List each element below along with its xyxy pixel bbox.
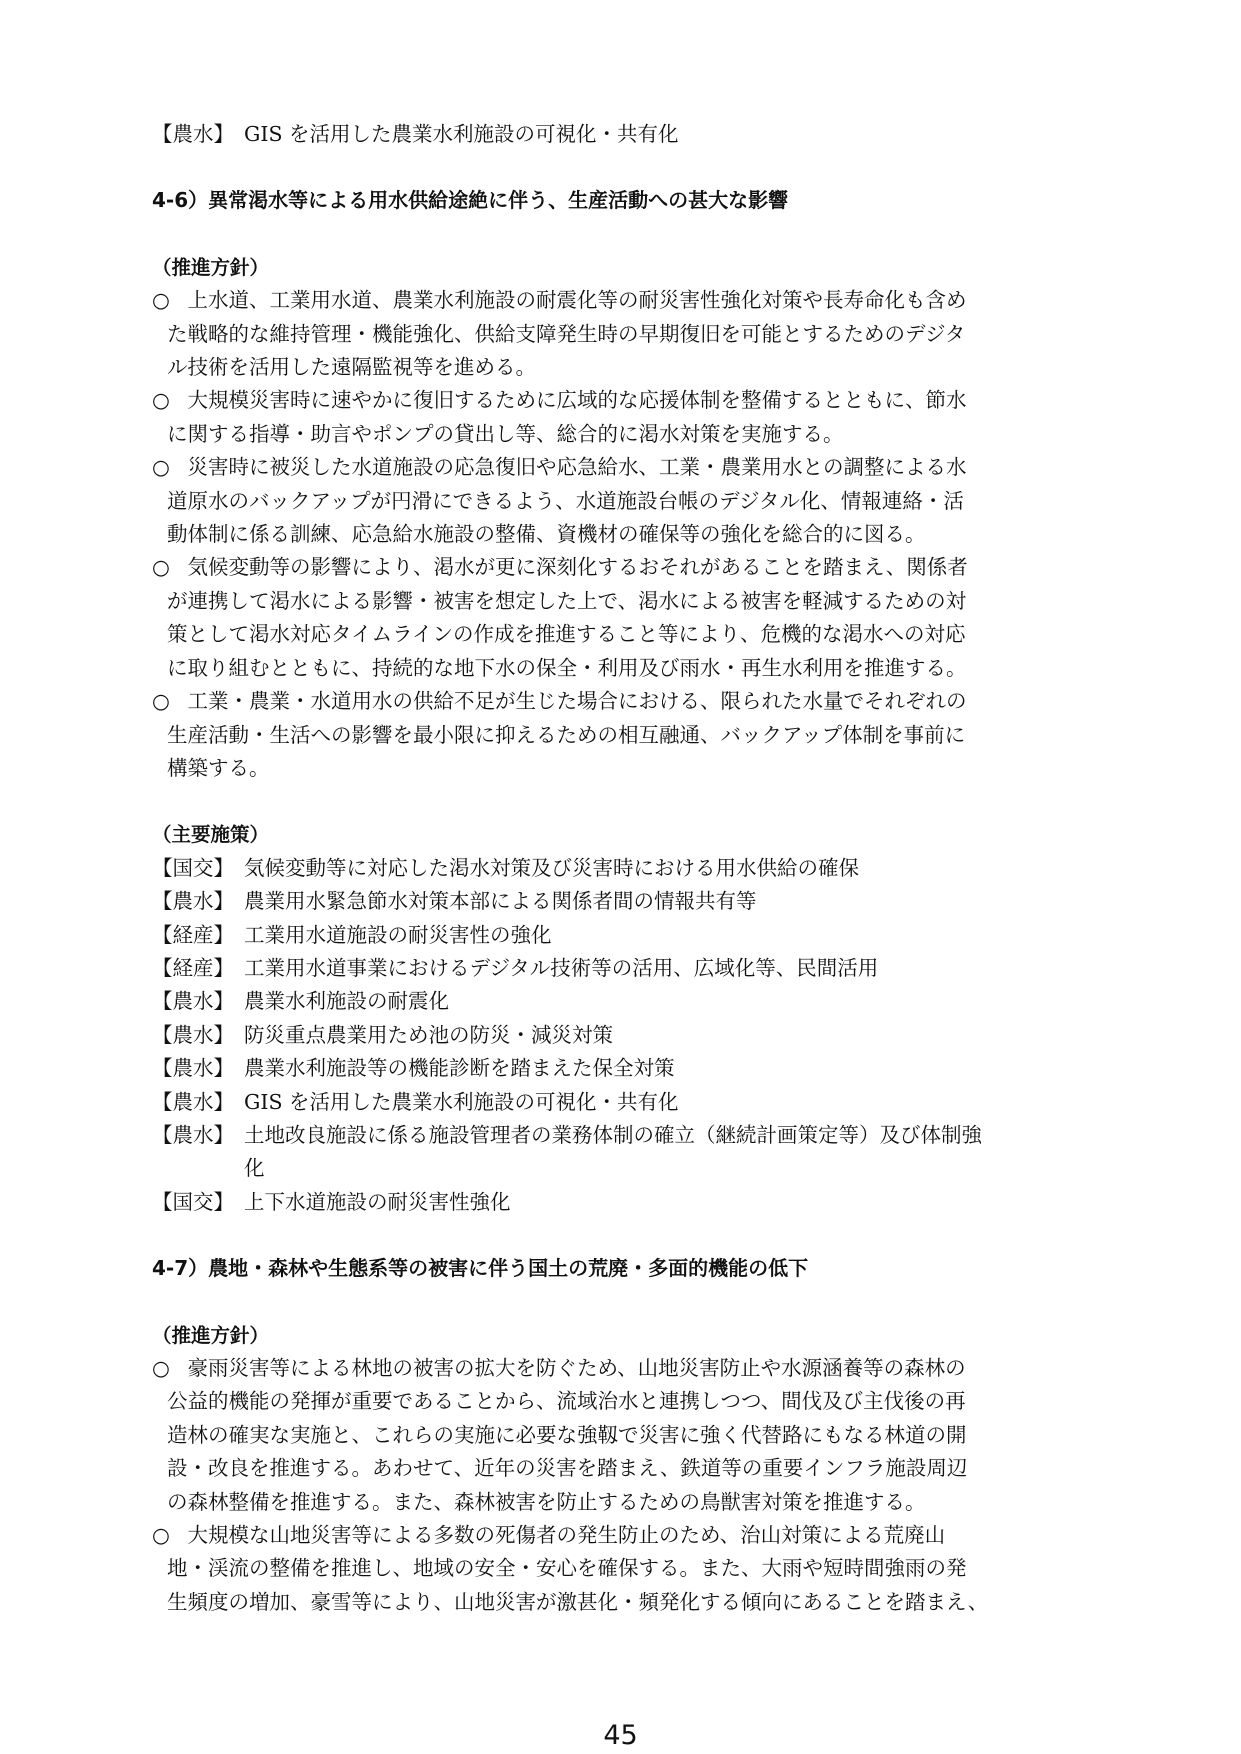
policy-bullet <box>152 451 1102 551</box>
bullet-text-line: 策として渇水対応タイムラインの作成を推進すること等により、危機的な渇水への対応 <box>167 622 966 647</box>
measure-text-line: 農業水利施設等の機能診断を踏まえた保全対策 <box>244 1056 675 1081</box>
section-heading-4-6: 4-6）異常渇水等による用水供給途絶に伴う、生産活動への甚大な影響 <box>152 188 789 213</box>
measure-text-line: 防災重点農業用ため池の防災・減災対策 <box>244 1022 613 1047</box>
circle-bullet-icon: ○ <box>152 1523 170 1548</box>
page-content <box>152 118 1102 1619</box>
ministry-tag: 【国交】 <box>152 855 234 880</box>
bullet-text-line: 地・渓流の整備を推進し、地域の安全・安心を確保する。また、大雨や短時間強雨の発 <box>167 1556 967 1581</box>
bullet-text-line: 大規模な山地災害等による多数の死傷者の発生防止のため、治山対策による荒廃山 <box>167 1523 946 1548</box>
measure-text <box>244 1019 1102 1052</box>
bullet-text-line: が連携して渇水による影響・被害を想定した上で、渇水による被害を軽減するための対 <box>167 588 967 613</box>
circle-bullet-icon: ○ <box>152 689 170 714</box>
policy-bullet <box>152 551 1102 685</box>
ministry-tag: 【農水】 <box>152 1122 234 1147</box>
policy-bullet <box>152 1352 1102 1519</box>
bullet-text-line: 気候変動等の影響により、渇水が更に深刻化するおそれがあることを踏まえ、関係者 <box>167 555 968 580</box>
measure-text <box>244 952 1102 985</box>
measures-label: （主要施策） <box>152 823 270 847</box>
measure-item <box>152 852 1102 885</box>
policy-bullet <box>152 384 1102 451</box>
section-heading-4-7: 4-7）農地・森林や生態系等の被害に伴う国土の荒廃・多面的機能の低下 <box>152 1256 809 1281</box>
circle-bullet-icon: ○ <box>152 288 170 313</box>
measure-item <box>152 919 1102 952</box>
measure-text-line: 気候変動等に対応した渇水対策及び災害時における用水供給の確保 <box>244 855 859 880</box>
ministry-tag: 【経産】 <box>152 922 234 947</box>
bullet-text-line: 豪雨災害等による林地の被害の拡大を防ぐため、山地災害防止や水源涵養等の森林の <box>167 1356 966 1380</box>
measure-text-line: 工業用水道施設の耐災害性の強化 <box>244 922 552 947</box>
ministry-tag: 【農水】 <box>152 122 234 146</box>
policy-label: （推進方針） <box>152 255 270 279</box>
measure-text <box>244 1186 1102 1219</box>
measure-item <box>152 1086 1102 1119</box>
measure-item <box>152 1019 1102 1052</box>
circle-bullet-icon: ○ <box>152 455 170 480</box>
circle-bullet-icon: ○ <box>152 555 170 580</box>
measure-item <box>152 1186 1102 1219</box>
ministry-tag: 【農水】 <box>152 1056 234 1081</box>
policy-bullet <box>152 1519 1102 1619</box>
measure-text: GIS を活用した農業水利施設の可視化・共有化 <box>244 122 679 146</box>
policy-bullet-list <box>152 284 1102 785</box>
bullet-text-line: 公益的機能の発揮が重要であることから、流域治水と連携しつつ、間伐及び主伐後の再 <box>167 1389 966 1414</box>
bullet-text-line: に取り組むとともに、持続的な地下水の保全・利用及び雨水・再生水利用を推進する。 <box>167 655 967 680</box>
bullet-text-line: 上水道、工業用水道、農業水利施設の耐震化等の耐災害性強化対策や長寿命化も含め <box>167 288 967 313</box>
top-measure <box>152 118 1102 151</box>
bullet-text-line: 道原水のバックアップが円滑にできるよう、水道施設台帳のデジタル化、情報連絡・活 <box>167 488 964 513</box>
page-number: 45 <box>603 1720 638 1751</box>
measure-item <box>152 1052 1102 1085</box>
measure-text <box>244 985 1102 1018</box>
measure-text-line: 化 <box>244 1156 265 1181</box>
policy-bullet <box>152 284 1102 384</box>
ministry-tag: 【農水】 <box>152 889 234 914</box>
measure-text <box>244 885 1102 918</box>
bullet-text-line: ル技術を活用した遠隔監視等を進める。 <box>167 355 536 380</box>
bullet-text-line: 生頻度の増加、豪雪等により、山地災害が激甚化・頻発化する傾向にあることを踏まえ、 <box>167 1589 989 1614</box>
ministry-tag: 【農水】 <box>152 989 234 1014</box>
bullet-text-line: 生産活動・生活への影響を最小限に抑えるための相互融通、バックアップ体制を事前に <box>167 722 966 747</box>
measure-text <box>244 919 1102 952</box>
measure-text-line: 工業用水道事業におけるデジタル技術等の活用、広域化等、民間活用 <box>244 955 879 980</box>
measure-list <box>152 852 1102 1219</box>
measure-text <box>244 1086 1102 1119</box>
measure-text <box>244 1052 1102 1085</box>
measure-item <box>152 985 1102 1018</box>
ministry-tag: 【国交】 <box>152 1189 234 1214</box>
ministry-tag: 【農水】 <box>152 1089 234 1114</box>
measure-text-line: 農業用水緊急節水対策本部による関係者間の情報共有等 <box>244 889 757 914</box>
measure-item <box>152 885 1102 918</box>
measure-text-line: GIS を活用した農業水利施設の可視化・共有化 <box>244 1089 679 1114</box>
policy-label: （推進方針） <box>152 1323 270 1347</box>
measure-text <box>244 852 1102 885</box>
bullet-text-line: た戦略的な維持管理・機能強化、供給支障発生時の早期復旧を可能とするためのデジタ <box>167 321 966 346</box>
ministry-tag: 【経産】 <box>152 955 234 980</box>
policy-bullet <box>152 685 1102 785</box>
bullet-text-line: 設・改良を推進する。あわせて、近年の災害を踏まえ、鉄道等の重要インフラ施設周辺 <box>167 1456 968 1481</box>
policy-bullet-list <box>152 1352 1102 1619</box>
bullet-text-line: 構築する。 <box>167 755 270 780</box>
circle-bullet-icon: ○ <box>152 388 170 413</box>
measure-text-line: 農業水利施設の耐震化 <box>244 989 449 1014</box>
measure-item <box>152 952 1102 985</box>
measure-text-line: 上下水道施設の耐災害性強化 <box>244 1189 511 1214</box>
bullet-text-line: 造林の確実な実施と、これらの実施に必要な強靱で災害に強く代替路にもなる林道の開 <box>167 1422 967 1447</box>
ministry-tag: 【農水】 <box>152 1022 234 1047</box>
bullet-text-line: に関する指導・助言やポンプの貸出し等、総合的に渇水対策を実施する。 <box>167 421 844 446</box>
measure-text <box>244 1119 1102 1186</box>
circle-bullet-icon: ○ <box>152 1356 170 1380</box>
bullet-text-line: 動体制に係る訓練、応急給水施設の整備、資機材の確保等の強化を総合的に図る。 <box>167 522 926 547</box>
measure-text-line: 土地改良施設に係る施設管理者の業務体制の確立（継続計画策定等）及び体制強 <box>244 1122 982 1147</box>
measure-item <box>152 1119 1102 1186</box>
bullet-text-line: の森林整備を推進する。また、森林被害を防止するための鳥獣害対策を推進する。 <box>167 1489 926 1514</box>
bullet-text-line: 災害時に被災した水道施設の応急復旧や応急給水、工業・農業用水との調整による水 <box>167 455 967 480</box>
bullet-text-line: 工業・農業・水道用水の供給不足が生じた場合における、限られた水量でそれぞれの <box>167 689 967 714</box>
bullet-text-line: 大規模災害時に速やかに復旧するために広域的な応援体制を整備するとともに、節水 <box>167 388 967 413</box>
